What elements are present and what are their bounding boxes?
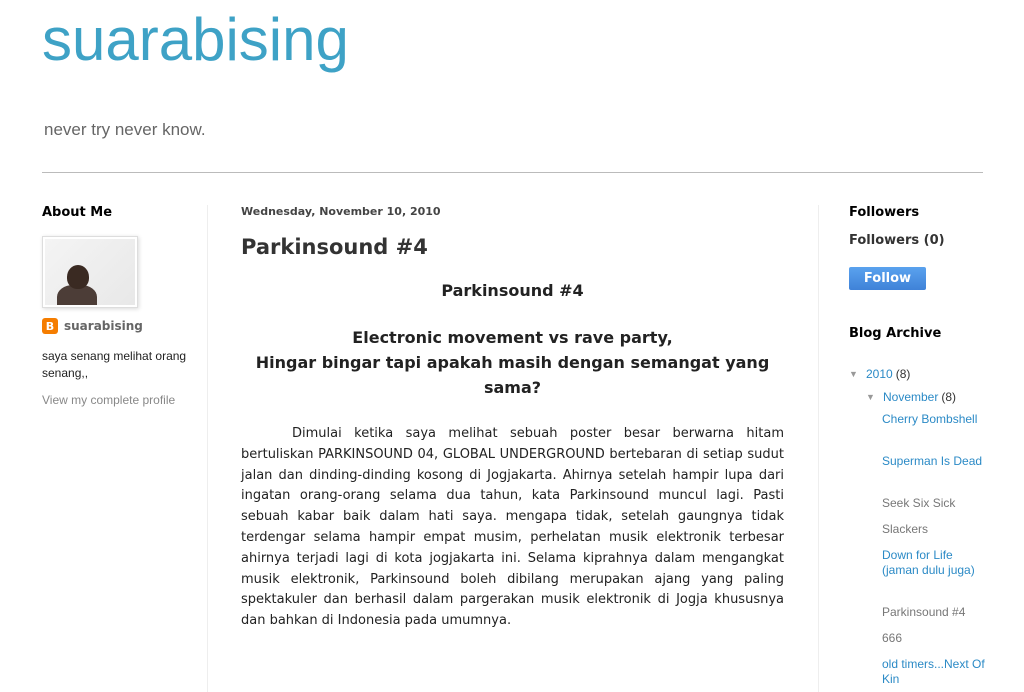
blog-archive-title: Blog Archive (849, 326, 942, 341)
right-sidebar (849, 205, 999, 692)
right-column-divider (818, 205, 819, 692)
archive-post-link[interactable]: old timers...Next Of Kin (882, 657, 985, 686)
left-column-divider (207, 205, 208, 692)
about-me-widget (42, 205, 192, 409)
header-divider (42, 172, 983, 173)
profile-name-row[interactable] (42, 318, 192, 334)
post-subheading-line-2: Hingar bingar tapi apakah masih dengan semangat yang sama? (255, 353, 770, 397)
year-toggle-icon[interactable]: ▼ (849, 369, 858, 379)
about-me-title: About Me (42, 205, 113, 220)
archive-post-link[interactable]: Cherry Bombshell (882, 412, 978, 426)
followers-title: Followers (849, 205, 920, 220)
archive-post-current: Seek Six Sick (882, 496, 956, 510)
follow-button[interactable]: Follow (849, 267, 926, 290)
archive-post-current: 666 (882, 631, 903, 645)
post-heading: Parkinsound #4 (441, 281, 584, 300)
archive-post-current: Parkinsound #4 (882, 605, 966, 619)
blogger-icon: B (42, 318, 58, 334)
blog-description: never try never know. (44, 120, 206, 139)
archive-month-count: (8) (941, 390, 957, 404)
archive-year-link[interactable]: 2010 (866, 367, 893, 381)
view-profile-link[interactable]: View my complete profile (42, 393, 176, 407)
post-title[interactable]: Parkinsound #4 (241, 235, 428, 259)
archive-post-current: Slackers (882, 522, 929, 536)
archive-month-link[interactable]: November (883, 390, 939, 404)
profile-avatar[interactable] (42, 236, 138, 308)
profile-name[interactable]: suarabising (64, 319, 143, 333)
post-subheading (241, 325, 784, 400)
blog-title[interactable]: suarabising (42, 6, 349, 73)
month-toggle-icon[interactable]: ▼ (866, 392, 875, 402)
post-subheading-line-1: Electronic movement vs rave party, (352, 328, 673, 347)
archive-post-link[interactable]: Superman Is Dead (882, 454, 983, 468)
post-date: Wednesday, November 10, 2010 (241, 205, 441, 218)
archive-month-november (866, 390, 956, 404)
archive-post-link[interactable]: Down for Life (jaman dulu juga) (882, 548, 975, 577)
archive-year-2010 (849, 367, 910, 381)
followers-count: Followers (0) (849, 233, 945, 248)
post-column (241, 205, 784, 632)
post-body: Dimulai ketika saya melihat sebuah poster besar berwarna hitam bertuliskan PARKINSOUND 04, GLOBAL UNDERGROUND bertebaran di setiap sudut jalan dan dinding-dinding kosong di Jogjakarta. Ahirnya setelah hampir lupa dari ingatan orang-orang selama dua tahun, kata Parkinsound muncul lagi. Pasti sebuah kabar baik dalam hati saya. mengapa tidak, setelah gaungnya tidak terdengar selama hampir empat musim, perhelatan musik elektronik terbesar ahirnya terjadi lagi di kota jogjakarta ini. Selama kiprahnya dalam mengangkat musik elektronik, Parkinsound boleh dibilang merupakan ajang yang paling spektakuler dan berhasil dalam pargerakan musik elektronik di Jogja khususnya dan bahkan di Indonesia pada umumnya. (241, 426, 784, 629)
profile-about-text: saya senang melihat orang senang,, (42, 349, 187, 380)
archive-year-count: (8) (895, 367, 911, 381)
